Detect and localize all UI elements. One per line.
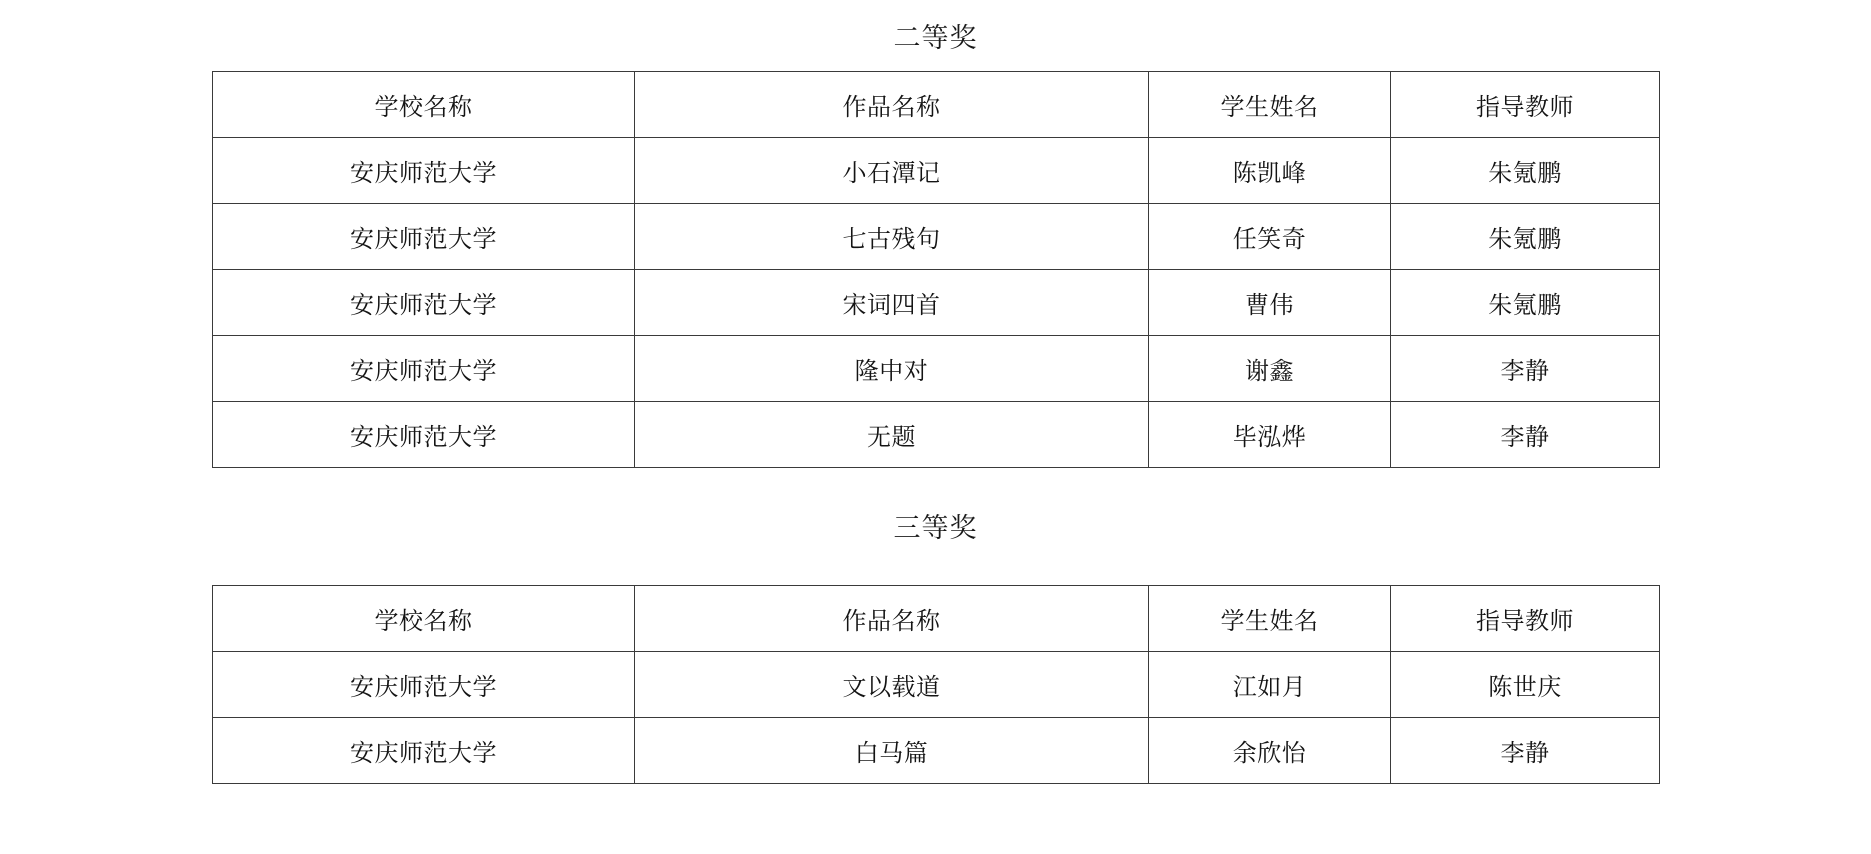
cell-teacher: 李静 bbox=[1391, 402, 1660, 468]
column-header-student: 学生姓名 bbox=[1149, 585, 1391, 651]
table-row bbox=[213, 651, 1660, 717]
table-row bbox=[213, 336, 1660, 402]
cell-work: 小石潭记 bbox=[635, 138, 1149, 204]
column-header-school: 学校名称 bbox=[213, 585, 635, 651]
cell-work: 文以载道 bbox=[635, 651, 1149, 717]
section-title-second-prize: 二等奖 bbox=[893, 23, 978, 53]
cell-student: 毕泓烨 bbox=[1149, 402, 1391, 468]
section-award-second bbox=[212, 0, 1659, 468]
cell-school: 安庆师范大学 bbox=[213, 402, 635, 468]
column-header-work: 作品名称 bbox=[635, 72, 1149, 138]
cell-student: 谢鑫 bbox=[1149, 336, 1391, 402]
cell-teacher: 朱氪鹏 bbox=[1391, 204, 1660, 270]
cell-school: 安庆师范大学 bbox=[213, 138, 635, 204]
cell-work: 无题 bbox=[635, 402, 1149, 468]
cell-student: 陈凯峰 bbox=[1149, 138, 1391, 204]
section-title-third-prize: 三等奖 bbox=[893, 513, 978, 544]
table-row bbox=[213, 204, 1660, 270]
cell-teacher: 李静 bbox=[1391, 336, 1660, 402]
cell-teacher: 李静 bbox=[1391, 717, 1660, 783]
cell-teacher: 朱氪鹏 bbox=[1391, 138, 1660, 204]
award-table-third-prize bbox=[212, 585, 1660, 784]
cell-work: 宋词四首 bbox=[635, 270, 1149, 336]
column-header-teacher: 指导教师 bbox=[1391, 585, 1660, 651]
cell-work: 白马篇 bbox=[635, 717, 1149, 783]
cell-work: 七古残句 bbox=[635, 204, 1149, 270]
table-header-row bbox=[213, 72, 1660, 138]
cell-student: 余欣怡 bbox=[1149, 717, 1391, 783]
cell-student: 任笑奇 bbox=[1149, 204, 1391, 270]
table-row bbox=[213, 270, 1660, 336]
table-row bbox=[213, 138, 1660, 204]
cell-school: 安庆师范大学 bbox=[213, 717, 635, 783]
cell-school: 安庆师范大学 bbox=[213, 204, 635, 270]
cell-work: 隆中对 bbox=[635, 336, 1149, 402]
column-header-school: 学校名称 bbox=[213, 72, 635, 138]
cell-teacher: 朱氪鹏 bbox=[1391, 270, 1660, 336]
cell-student: 曹伟 bbox=[1149, 270, 1391, 336]
column-header-teacher: 指导教师 bbox=[1391, 72, 1660, 138]
cell-school: 安庆师范大学 bbox=[213, 651, 635, 717]
award-table-second-prize bbox=[212, 71, 1660, 468]
column-header-student: 学生姓名 bbox=[1149, 72, 1391, 138]
column-header-work: 作品名称 bbox=[635, 585, 1149, 651]
section-award-third bbox=[212, 468, 1659, 783]
cell-teacher: 陈世庆 bbox=[1391, 651, 1660, 717]
table-row bbox=[213, 402, 1660, 468]
table-header-row bbox=[213, 585, 1660, 651]
cell-school: 安庆师范大学 bbox=[213, 336, 635, 402]
table-row bbox=[213, 717, 1660, 783]
cell-school: 安庆师范大学 bbox=[213, 270, 635, 336]
cell-student: 江如月 bbox=[1149, 651, 1391, 717]
